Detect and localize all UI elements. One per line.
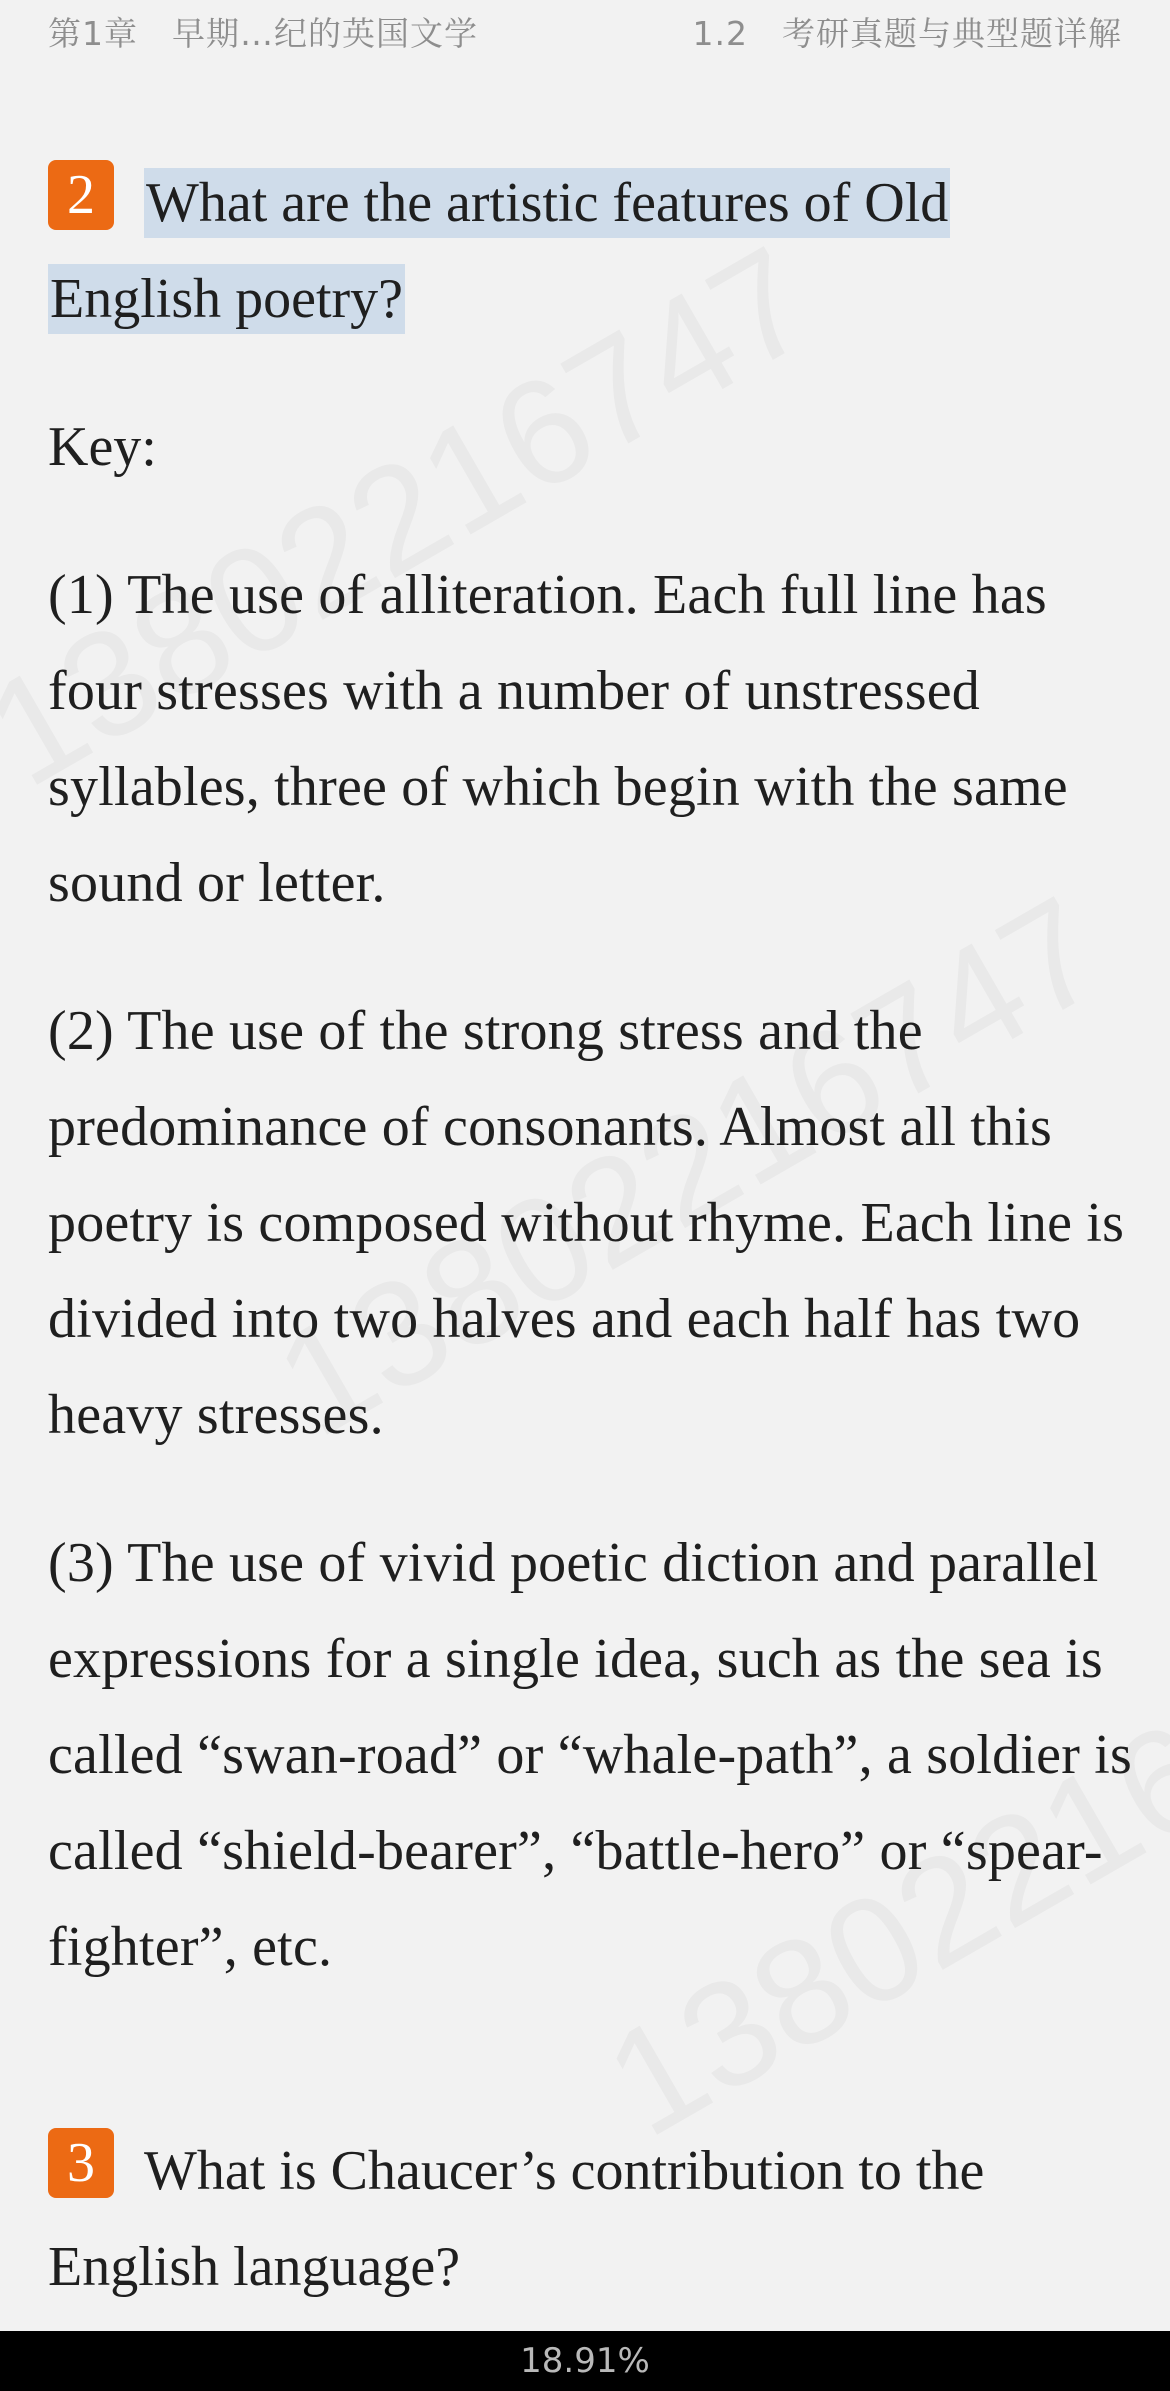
reading-progress-percent: 18.91% [520,2341,650,2381]
chapter-title: 第1章 早期…纪的英国文学 [48,14,478,53]
section-title: 1.2 考研真题与典型题详解 [692,14,1122,53]
reader-content[interactable] [48,155,1133,2315]
answer-paragraph-2: (2) The use of the strong stress and the predominance of consonants. Almost all this poetry is composed without rhyme. Each line is divided into two halves and each half has two heavy stresses. [48,1000,1125,1446]
answer-paragraph-1: (1) The use of alliteration. Each full line has four stresses with a number of unstressed syllables, three of which begin with the same sound or letter. [48,564,1068,914]
question-3 [48,2123,1133,2315]
answer-paragraph-3: (3) The use of vivid poetic diction and parallel expressions for a single idea, such as the sea is called “swan-road” or “whale-path”, a soldier is called “shield-bearer”, “battle-hero” or “spear-fighter”, etc. [48,1532,1132,1978]
question-2 [48,155,1133,347]
question-number-badge: 2 [48,160,114,230]
reader-header [0,0,1170,62]
key-label: Key: [48,416,157,478]
highlighted-question-text[interactable]: What are the artistic features of Old English poetry? [48,168,950,334]
reading-progress-bar [0,2331,1170,2391]
question-text: What is Chaucer’s contribution to the English language? [48,2140,985,2298]
question-number-badge: 3 [48,2128,114,2198]
